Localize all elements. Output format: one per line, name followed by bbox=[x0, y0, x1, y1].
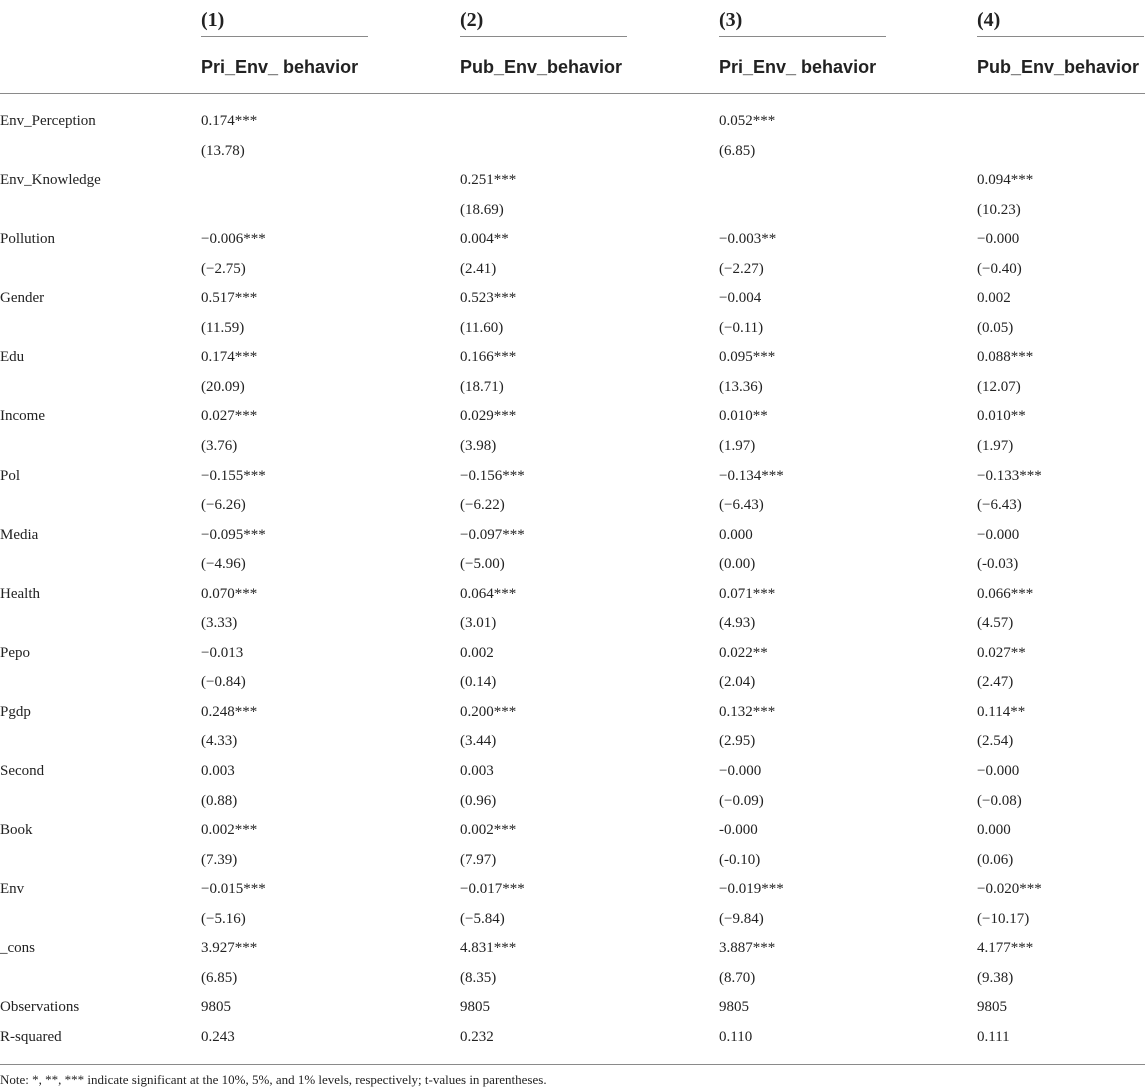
table-cell: 0.002 bbox=[460, 644, 494, 661]
table-cell: 4.177*** bbox=[977, 940, 1034, 957]
table-row bbox=[0, 462, 1145, 492]
table-row bbox=[0, 373, 1145, 403]
table-row bbox=[0, 550, 1145, 580]
table-cell: −0.017*** bbox=[460, 881, 525, 898]
table-cell: 9805 bbox=[201, 999, 231, 1016]
row-label: Env_Knowledge bbox=[0, 172, 101, 189]
row-label: Edu bbox=[0, 349, 25, 366]
table-cell: (−5.16) bbox=[201, 910, 246, 927]
table-cell: 0.002*** bbox=[460, 822, 517, 839]
table-cell: −0.019*** bbox=[719, 881, 784, 898]
table-cell: (1.97) bbox=[977, 438, 1014, 455]
table-cell: 0.070*** bbox=[201, 585, 258, 602]
table-cell: 0.052*** bbox=[719, 113, 776, 129]
table-cell: -0.000 bbox=[719, 822, 758, 839]
table-body bbox=[0, 107, 1145, 1053]
table-cell: (−0.40) bbox=[977, 260, 1022, 277]
row-label: Pol bbox=[0, 467, 21, 484]
table-cell: (0.14) bbox=[460, 674, 497, 691]
table-cell: (3.44) bbox=[460, 733, 497, 750]
header-rule bbox=[977, 36, 1144, 37]
table-cell: 0.095*** bbox=[719, 349, 776, 366]
table-row bbox=[0, 816, 1145, 846]
column-label: Pub_Env_behavior bbox=[977, 57, 1140, 77]
table-top-rule bbox=[0, 93, 1145, 94]
table-cell: 0.027** bbox=[977, 644, 1026, 661]
column-number: (2) bbox=[460, 9, 484, 31]
table-cell: −0.000 bbox=[977, 763, 1020, 780]
table-cell: (8.70) bbox=[719, 969, 756, 986]
table-cell: (12.07) bbox=[977, 378, 1021, 395]
table-row bbox=[0, 255, 1145, 285]
table-row bbox=[0, 668, 1145, 698]
table-row bbox=[0, 609, 1145, 639]
table-row bbox=[0, 491, 1145, 521]
table-cell: 9805 bbox=[719, 999, 749, 1016]
table-row bbox=[0, 964, 1145, 994]
table-cell: 0.003 bbox=[201, 763, 235, 780]
table-cell: −0.004 bbox=[719, 290, 762, 307]
table-cell: (-0.10) bbox=[719, 851, 761, 868]
table-cell: −0.000 bbox=[977, 526, 1020, 543]
table-cell: (0.00) bbox=[719, 556, 756, 573]
table-cell: (4.57) bbox=[977, 615, 1014, 632]
table-cell: 0.010** bbox=[977, 408, 1026, 425]
table-cell: (18.71) bbox=[460, 378, 504, 395]
table-cell: −0.000 bbox=[977, 231, 1020, 248]
table-cell: (11.59) bbox=[201, 319, 245, 336]
table-cell: (7.39) bbox=[201, 851, 238, 868]
table-row bbox=[0, 757, 1145, 787]
table-row bbox=[0, 1023, 1145, 1053]
row-label: Gender bbox=[0, 290, 45, 307]
table-cell: (10.23) bbox=[977, 201, 1021, 218]
table-cell: (0.96) bbox=[460, 792, 497, 809]
table-cell: 9805 bbox=[977, 999, 1007, 1016]
table-row bbox=[0, 727, 1145, 757]
table-cell: (−6.43) bbox=[977, 497, 1022, 514]
table-row bbox=[0, 934, 1145, 964]
table-cell: (2.41) bbox=[460, 260, 497, 277]
row-label: R-squared bbox=[0, 1028, 62, 1045]
row-label: Env bbox=[0, 881, 25, 898]
table-cell: 0.174*** bbox=[201, 349, 258, 366]
table-cell: (−6.43) bbox=[719, 497, 764, 514]
table-cell: −0.133*** bbox=[977, 467, 1042, 484]
table-row bbox=[0, 166, 1145, 196]
table-cell: (2.95) bbox=[719, 733, 756, 750]
table-cell: 0.523*** bbox=[460, 290, 517, 307]
table-cell: (−2.75) bbox=[201, 260, 246, 277]
table-row bbox=[0, 284, 1145, 314]
table-cell: (2.47) bbox=[977, 674, 1014, 691]
table-cell: 0.251*** bbox=[460, 172, 517, 189]
table-cell: (−6.26) bbox=[201, 497, 246, 514]
table-cell: (3.76) bbox=[201, 438, 238, 455]
table-cell: (3.98) bbox=[460, 438, 497, 455]
table-row bbox=[0, 698, 1145, 728]
column-number: (3) bbox=[719, 9, 743, 31]
column-number: (1) bbox=[201, 9, 225, 31]
table-cell: −0.013 bbox=[201, 644, 244, 661]
table-row bbox=[0, 137, 1145, 167]
table-cell: −0.097*** bbox=[460, 526, 525, 543]
table-cell: −0.000 bbox=[719, 763, 762, 780]
table-cell: −0.015*** bbox=[201, 881, 266, 898]
table-cell: 0.064*** bbox=[460, 585, 517, 602]
table-cell: 0.248*** bbox=[201, 703, 258, 720]
table-cell: 0.002 bbox=[977, 290, 1011, 307]
table-cell: (−9.84) bbox=[719, 910, 764, 927]
table-row bbox=[0, 343, 1145, 373]
table-cell: (20.09) bbox=[201, 378, 245, 395]
table-cell: (7.97) bbox=[460, 851, 497, 868]
table-cell: (3.33) bbox=[201, 615, 238, 632]
table-cell: −0.155*** bbox=[201, 467, 266, 484]
table-cell: (−4.96) bbox=[201, 556, 246, 573]
table-cell: 0.004** bbox=[460, 231, 509, 248]
table-cell: (9.38) bbox=[977, 969, 1014, 986]
table-cell: 4.831*** bbox=[460, 940, 517, 957]
column-label: Pri_Env_ behavior bbox=[719, 57, 877, 77]
table-cell: −0.134*** bbox=[719, 467, 784, 484]
table-cell: 0.027*** bbox=[201, 408, 258, 425]
header-rule bbox=[719, 36, 886, 37]
table-cell: 0.002*** bbox=[201, 822, 258, 839]
table-cell: (0.88) bbox=[201, 792, 238, 809]
table-cell: 0.000 bbox=[719, 526, 753, 543]
row-label: Env_Perception bbox=[0, 113, 96, 129]
table-cell: (0.06) bbox=[977, 851, 1014, 868]
table-cell: 0.029*** bbox=[460, 408, 517, 425]
column-label: Pub_Env_behavior bbox=[460, 57, 623, 77]
table-cell: 9805 bbox=[460, 999, 490, 1016]
table-cell: (−0.08) bbox=[977, 792, 1022, 809]
table-cell: (6.85) bbox=[719, 142, 756, 159]
row-label: Second bbox=[0, 763, 45, 780]
table-cell: (2.04) bbox=[719, 674, 756, 691]
table-cell: 0.174*** bbox=[201, 113, 258, 129]
table-cell: 0.132*** bbox=[719, 703, 776, 720]
table-cell: 0.110 bbox=[719, 1028, 753, 1045]
table-cell: −0.156*** bbox=[460, 467, 525, 484]
table-cell: 0.243 bbox=[201, 1028, 235, 1045]
table-row bbox=[0, 402, 1145, 432]
column-label: Pri_Env_ behavior bbox=[201, 57, 359, 77]
table-cell: (−0.11) bbox=[719, 319, 764, 336]
table-bottom-rule bbox=[0, 1064, 1145, 1065]
table-cell: −0.020*** bbox=[977, 881, 1042, 898]
table-cell: 0.114** bbox=[977, 703, 1026, 720]
table-cell: (13.36) bbox=[719, 378, 763, 395]
table-cell: (2.54) bbox=[977, 733, 1014, 750]
table-cell: −0.095*** bbox=[201, 526, 266, 543]
table-cell: 3.887*** bbox=[719, 940, 776, 957]
table-cell: (8.35) bbox=[460, 969, 497, 986]
table-note: Note: *, **, *** indicate significant at the 10%, 5%, and 1% levels, respectively; t-values in parentheses. bbox=[0, 1072, 547, 1087]
table-row bbox=[0, 993, 1145, 1023]
table-cell: 0.088*** bbox=[977, 349, 1034, 366]
table-row bbox=[0, 196, 1145, 226]
row-label: Observations bbox=[0, 999, 80, 1016]
table-cell: (−5.84) bbox=[460, 910, 505, 927]
row-label: Income bbox=[0, 408, 45, 425]
table-cell: (−0.09) bbox=[719, 792, 764, 809]
row-label: Pgdp bbox=[0, 703, 31, 720]
table-cell: 0.022** bbox=[719, 644, 768, 661]
table-cell: (11.60) bbox=[460, 319, 504, 336]
table-cell: 0.066*** bbox=[977, 585, 1034, 602]
table-cell: (1.97) bbox=[719, 438, 756, 455]
table-cell: (0.05) bbox=[977, 319, 1014, 336]
table-cell: 0.166*** bbox=[460, 349, 517, 366]
header-rule bbox=[201, 36, 368, 37]
row-label: _cons bbox=[0, 940, 35, 957]
table-row bbox=[0, 905, 1145, 935]
table-row bbox=[0, 846, 1145, 876]
row-label: Pollution bbox=[0, 231, 56, 248]
row-label: Book bbox=[0, 822, 33, 839]
row-label: Pepo bbox=[0, 644, 30, 661]
table-row bbox=[0, 639, 1145, 669]
table-cell: −0.006*** bbox=[201, 231, 266, 248]
table-row bbox=[0, 314, 1145, 344]
table-cell: 0.003 bbox=[460, 763, 494, 780]
table-row bbox=[0, 521, 1145, 551]
column-number: (4) bbox=[977, 9, 1001, 31]
table-cell: (18.69) bbox=[460, 201, 504, 218]
table-cell: 0.111 bbox=[977, 1028, 1010, 1045]
row-label: Health bbox=[0, 585, 40, 602]
table-cell: (3.01) bbox=[460, 615, 497, 632]
table-cell: (−6.22) bbox=[460, 497, 505, 514]
table-row bbox=[0, 432, 1145, 462]
table-cell: 0.094*** bbox=[977, 172, 1034, 189]
table-cell: 0.071*** bbox=[719, 585, 776, 602]
table-row bbox=[0, 787, 1145, 817]
table-cell: (−0.84) bbox=[201, 674, 246, 691]
table-cell: (−5.00) bbox=[460, 556, 505, 573]
table-cell: (4.93) bbox=[719, 615, 756, 632]
table-cell: 0.010** bbox=[719, 408, 768, 425]
table-cell: (6.85) bbox=[201, 969, 238, 986]
table-cell: 0.000 bbox=[977, 822, 1011, 839]
table-cell: 0.232 bbox=[460, 1028, 494, 1045]
table-cell: 3.927*** bbox=[201, 940, 258, 957]
table-row bbox=[0, 875, 1145, 905]
table-cell: (-0.03) bbox=[977, 556, 1019, 573]
table-cell: 0.200*** bbox=[460, 703, 517, 720]
row-label: Media bbox=[0, 526, 39, 543]
table-cell: (−10.17) bbox=[977, 910, 1030, 927]
table-row bbox=[0, 225, 1145, 255]
table-cell: (−2.27) bbox=[719, 260, 764, 277]
table-cell: (4.33) bbox=[201, 733, 238, 750]
table-row bbox=[0, 107, 1145, 137]
header-rule bbox=[460, 36, 627, 37]
table-cell: −0.003** bbox=[719, 231, 777, 248]
table-cell: (13.78) bbox=[201, 142, 245, 159]
table-cell: 0.517*** bbox=[201, 290, 258, 307]
table-row bbox=[0, 580, 1145, 610]
